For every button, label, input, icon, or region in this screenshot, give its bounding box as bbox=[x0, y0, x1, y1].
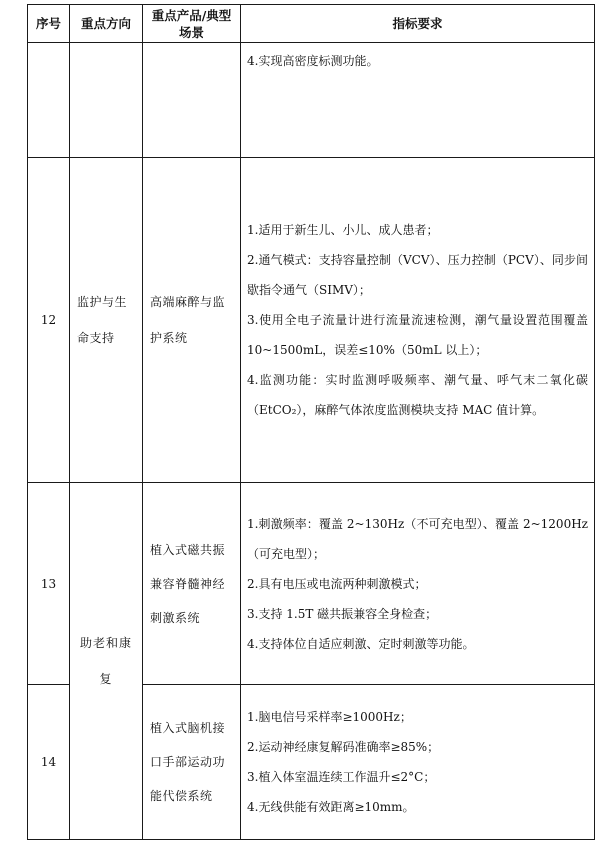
row-seq: 13 bbox=[28, 483, 70, 685]
requirement-item: 2.具有电压或电流两种刺激模式； bbox=[247, 576, 427, 591]
requirement-item: 4.监测功能：实时监测呼吸频率、潮气量、呼气末二氧化碳（EtCO₂），麻醉气体浓度监测模块支持 MAC 值计算。 bbox=[247, 373, 588, 417]
requirement-item: 4.实现高密度标测功能。 bbox=[247, 54, 379, 68]
row-requirements bbox=[241, 483, 595, 685]
row-direction-merged bbox=[70, 483, 143, 840]
row-requirements bbox=[241, 43, 595, 158]
requirement-item: 4.无线供能有效距离≥10mm。 bbox=[247, 800, 415, 814]
requirement-item: 4.支持体位自适应刺激、定时刺激等功能。 bbox=[247, 636, 475, 651]
requirement-item: 1.刺激频率：覆盖 2~130Hz（不可充电型）、覆盖 2~1200Hz（可充电型）； bbox=[247, 516, 588, 561]
requirement-item: 1.适用于新生儿、小儿、成人患者； bbox=[247, 223, 439, 237]
requirements-table bbox=[27, 4, 595, 840]
row-product bbox=[143, 43, 241, 158]
requirement-item: 3.使用全电子流量计进行流量流速检测，潮气量设置范围覆盖 10~1500mL，误差≤10%（50mL 以上）； bbox=[247, 313, 588, 357]
requirement-item: 3.植入体室温连续工作温升≤2°C； bbox=[247, 770, 436, 784]
row-seq bbox=[28, 43, 70, 158]
row-product: 植入式磁共振兼容脊髓神经刺激系统 bbox=[143, 483, 241, 685]
table-row bbox=[28, 483, 595, 685]
header-direction: 重点方向 bbox=[70, 5, 143, 43]
requirement-item: 2.运动神经康复解码准确率≥85%； bbox=[247, 740, 440, 754]
row-requirements bbox=[241, 158, 595, 483]
table-row bbox=[28, 43, 595, 158]
header-product: 重点产品/典型场景 bbox=[143, 5, 241, 43]
row-seq: 14 bbox=[28, 685, 70, 840]
row-direction: 助老和康复 bbox=[79, 636, 132, 686]
table-row bbox=[28, 158, 595, 483]
header-row bbox=[28, 5, 595, 43]
row-seq: 12 bbox=[28, 158, 70, 483]
row-requirements bbox=[241, 685, 595, 840]
header-seq: 序号 bbox=[28, 5, 70, 43]
requirement-item: 1.脑电信号采样率≥1000Hz； bbox=[247, 710, 412, 724]
row-direction: 监护与生命支持 bbox=[70, 158, 143, 483]
requirement-item: 2.通气模式：支持容量控制（VCV）、压力控制（PCV）、同步间歇指令通气（SIMV）； bbox=[247, 253, 588, 297]
row-product: 植入式脑机接口手部运动功能代偿系统 bbox=[143, 685, 241, 840]
requirement-item: 3.支持 1.5T 磁共振兼容全身检查； bbox=[247, 606, 438, 621]
row-product: 高端麻醉与监护系统 bbox=[143, 158, 241, 483]
header-requirements: 指标要求 bbox=[241, 5, 595, 43]
row-direction bbox=[70, 43, 143, 158]
